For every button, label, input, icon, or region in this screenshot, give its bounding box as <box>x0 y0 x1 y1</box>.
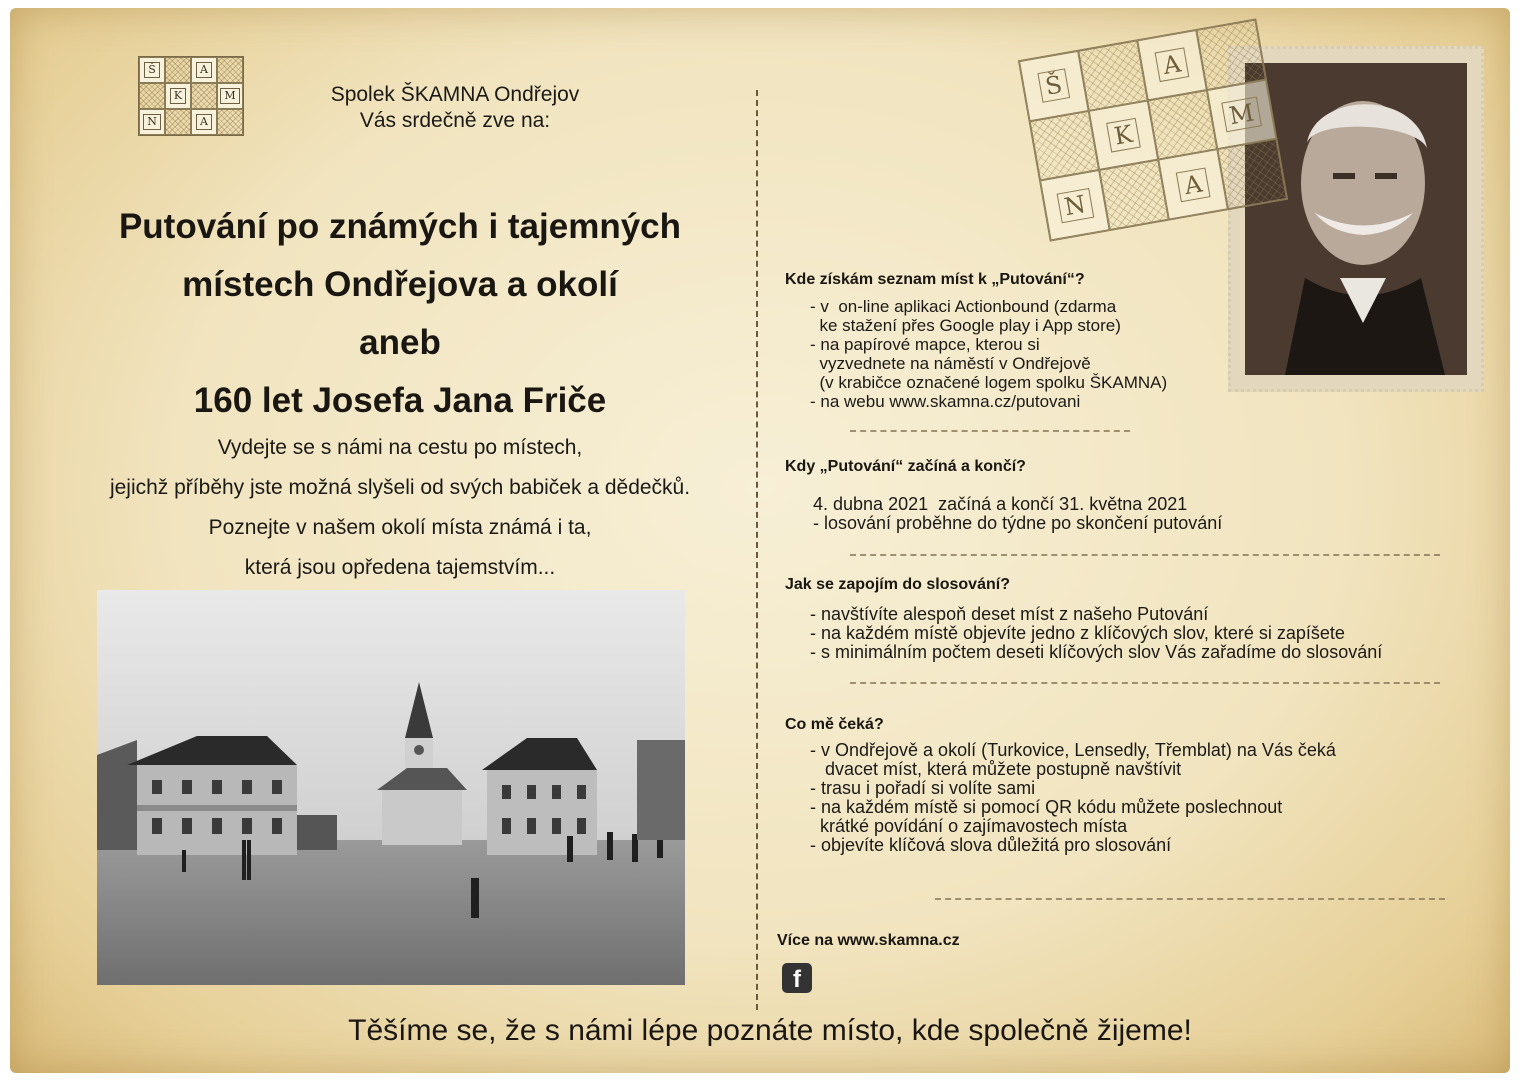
section-when-heading: Kdy „Putování“ začíná a končí? <box>785 458 1026 475</box>
organizer-name: Spolek ŠKAMNA Ondřejov <box>330 83 580 106</box>
section-rule <box>850 682 1440 684</box>
skamna-postmark-logo: Š A K M N A <box>1018 18 1288 241</box>
footer-tagline: Těšíme se, že s námi lépe poznáte místo, kde společně žijeme! <box>348 1014 1192 1047</box>
section-where-list: - v on-line aplikaci Actionbound (zdarma ke stažení přes Google play i App store) - na papírové mapce, kterou si vyzvednete na náměstí v Ondřejově (v krabičce označené logem spolku ŠKAMNA) - na webu www.skamna.cz/putovani <box>810 297 1168 411</box>
invitation-line: Vás srdečně zve na: <box>359 109 551 132</box>
postcard-divider <box>756 90 758 1010</box>
organizer-text <box>295 82 615 134</box>
section-rule <box>850 554 1440 556</box>
section-expect-heading: Co mě čeká? <box>785 716 884 733</box>
section-rule <box>850 430 1130 432</box>
website-link[interactable]: Více na www.skamna.cz <box>777 932 960 949</box>
facebook-icon[interactable]: f <box>782 963 812 993</box>
section-expect-list: - v Ondřejově a okolí (Turkovice, Lensedly, Třemblat) na Vás čeká dvacet míst, která můžete postupně navštívit - trasu i pořadí si volíte sami - na každém místě si pomocí QR kódu můžete poslechnout krátké povídání o zajímavostech místa - objevíte klíčová slova důležitá pro slosování <box>810 740 1336 855</box>
event-title: Putování po známých i tajemných místech Ondřejova a okolí aneb 160 let Josefa Jana Friče <box>118 207 682 420</box>
section-draw-list: - navštívíte alespoň deset míst z našeho Putování - na každém místě objevíte jedno z klíčových slov, které si zapíšete - s minimálním počtem deseti klíčových slov Vás zařadíme do slosování <box>810 604 1383 662</box>
section-when-list: 4. dubna 2021 začíná a končí 31. května 2021 - losování proběhne do týdne po skončení putování <box>813 494 1223 533</box>
section-rule <box>935 898 1445 900</box>
section-where-heading: Kde získám seznam míst k „Putování“? <box>785 271 1085 288</box>
skamna-logo: Š A K M N A <box>138 56 244 136</box>
postcard <box>10 8 1510 1073</box>
intro-text: Vydejte se s námi na cestu po místech, jejichž příběhy jste možná slyšeli od svých babiček a dědečků. Poznejte v našem okolí místa známá i ta, která jsou opředena tajemstvím... <box>109 436 691 579</box>
historic-square-photo <box>97 590 685 985</box>
section-draw-heading: Jak se zapojím do slosování? <box>785 576 1010 593</box>
